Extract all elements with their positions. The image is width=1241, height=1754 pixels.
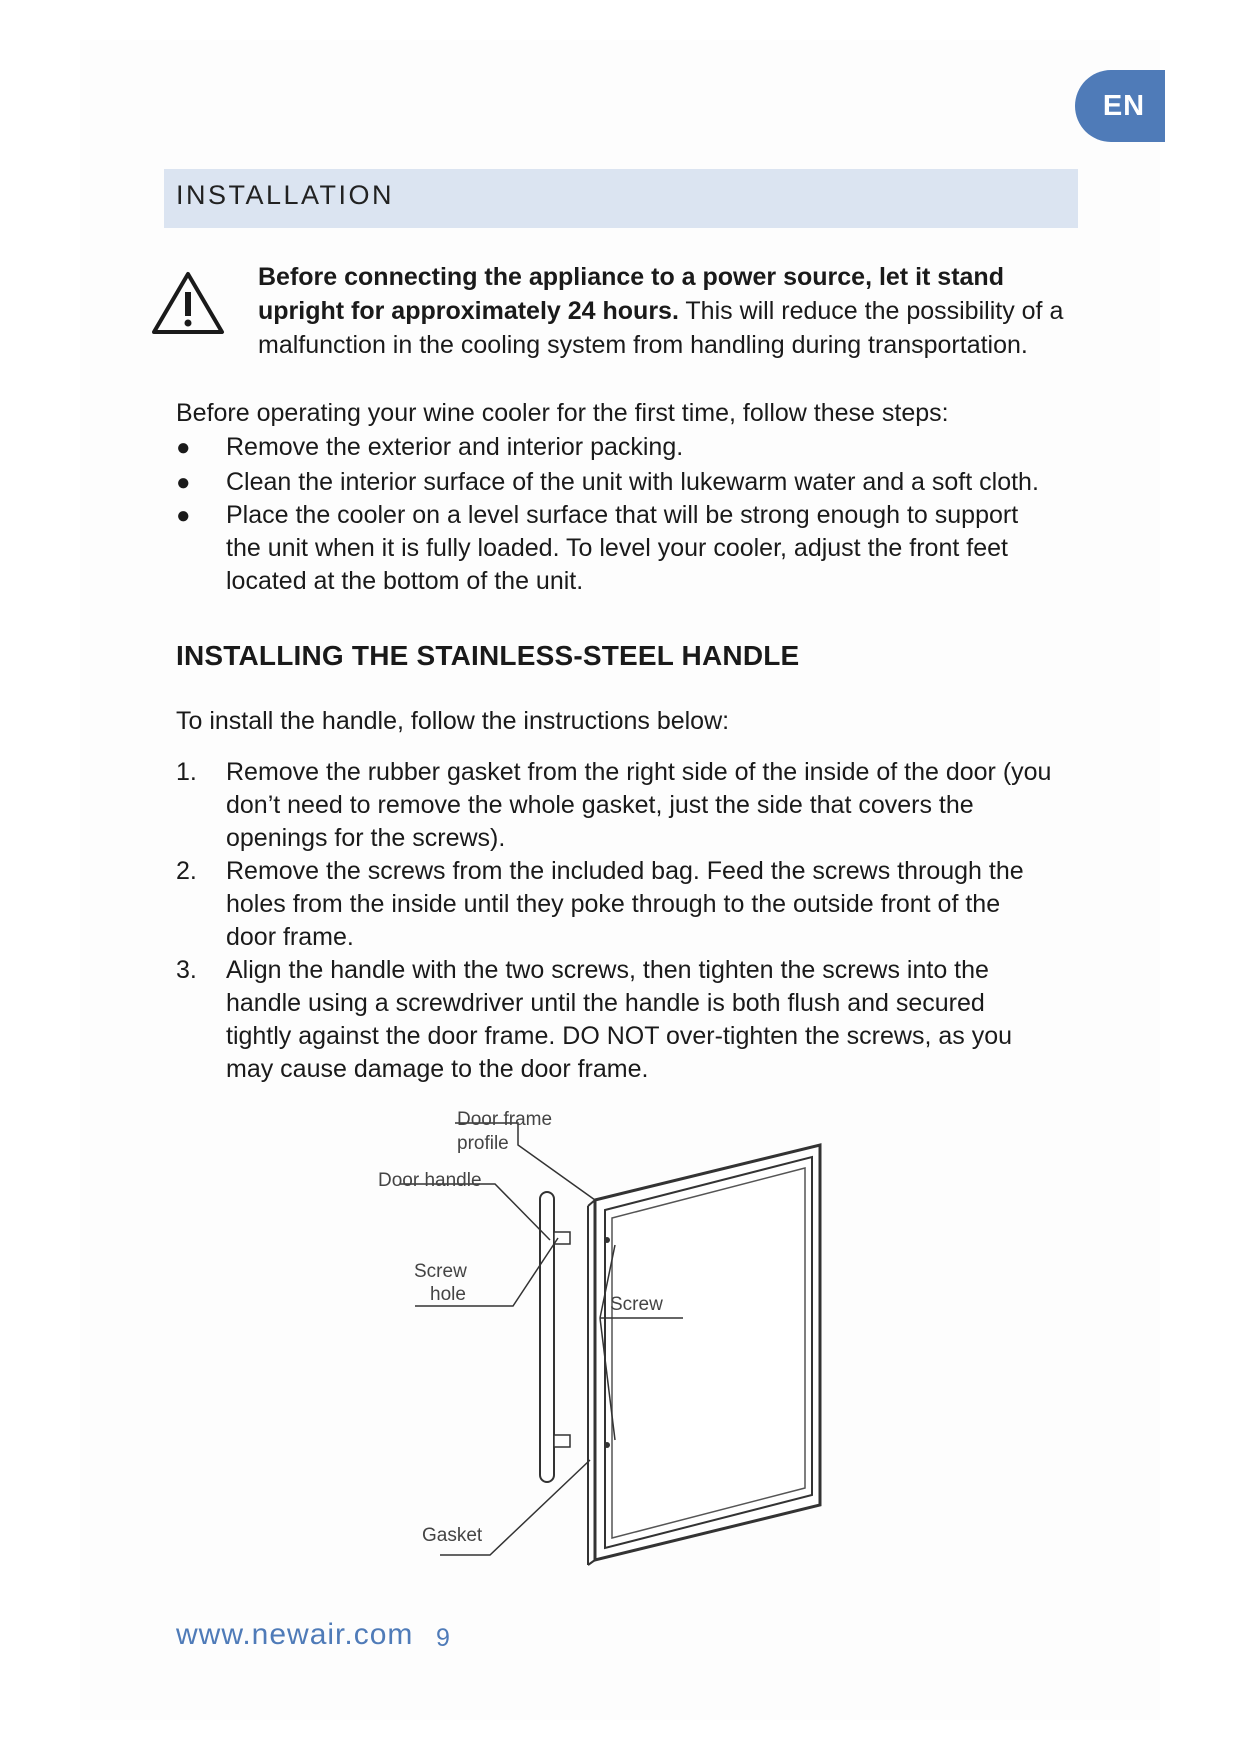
label-screw: Screw	[610, 1294, 663, 1315]
label-door-frame: Door frame	[457, 1109, 553, 1130]
bullet-icon: ●	[176, 502, 191, 529]
screw-bottom	[604, 1442, 610, 1448]
warning-icon	[150, 270, 226, 336]
footer-url: www.newair.com	[176, 1618, 414, 1651]
label-profile: profile	[457, 1133, 509, 1154]
handle-installation-diagram	[378, 1109, 840, 1580]
item-text: Remove the rubber gasket from the right side of the inside of the door (you don’t need to remove the whole gasket, just the side that covers the openings for the screws).	[226, 758, 1052, 852]
item-text: Remove the screws from the included bag. Feed the screws through the holes from the inside until they poke through to the outside front of the door frame.	[226, 857, 1024, 951]
list-item-text: Remove the exterior and interior packing.	[226, 433, 684, 461]
label-gasket: Gasket	[422, 1525, 483, 1546]
handle-intro: To install the handle, follow the instructions below:	[176, 707, 730, 735]
label-screw-hole-2: hole	[430, 1284, 466, 1305]
label-screw-hole-1: Screw	[414, 1261, 467, 1282]
list-item	[176, 466, 1076, 499]
handle-steps-list	[176, 756, 1076, 1086]
door-handle-bar	[540, 1192, 554, 1482]
numbered-item	[176, 756, 1076, 855]
handle-heading: INSTALLING THE STAINLESS-STEEL HANDLE	[176, 640, 800, 671]
list-item	[176, 431, 1076, 464]
screw-top	[604, 1237, 610, 1243]
bullet-icon: ●	[176, 434, 191, 461]
language-tab: EN	[1075, 70, 1165, 142]
label-door-handle: Door handle	[378, 1170, 482, 1191]
item-number: 2.	[176, 857, 197, 885]
list-item-text: Clean the interior surface of the unit with lukewarm water and a soft cloth.	[226, 468, 1039, 496]
numbered-item	[176, 855, 1076, 954]
list-item-text: Place the cooler on a level surface that will be strong enough to support the unit when it is fully loaded. To level your cooler, adjust the front feet located at the bottom of the unit.	[226, 501, 1019, 595]
warning-body: This will reduce the possibility of a malfunction in the cooling system from handling during transportation.	[258, 297, 1064, 359]
item-number: 1.	[176, 758, 197, 786]
intro-paragraph: Before operating your wine cooler for the first time, follow these steps:	[176, 399, 949, 427]
warning-text	[258, 260, 1088, 362]
bullet-icon: ●	[176, 469, 191, 496]
item-text: Align the handle with the two screws, then tighten the screws into the handle using a screwdriver until the handle is both flush and secured tightly against the door frame. DO NOT over-tighten the screws, as you may cause damage to the door frame.	[226, 956, 1012, 1083]
steps-list	[176, 431, 1076, 598]
numbered-item	[176, 954, 1076, 1086]
section-title: INSTALLATION	[176, 180, 395, 210]
warning-bold: Before connecting the appliance to a power source, let it stand upright for approximately 24 hours.	[258, 263, 1004, 325]
page-number: 9	[436, 1624, 450, 1652]
list-item	[176, 499, 1076, 598]
door-frame-outline	[595, 1145, 820, 1560]
item-number: 3.	[176, 956, 197, 984]
